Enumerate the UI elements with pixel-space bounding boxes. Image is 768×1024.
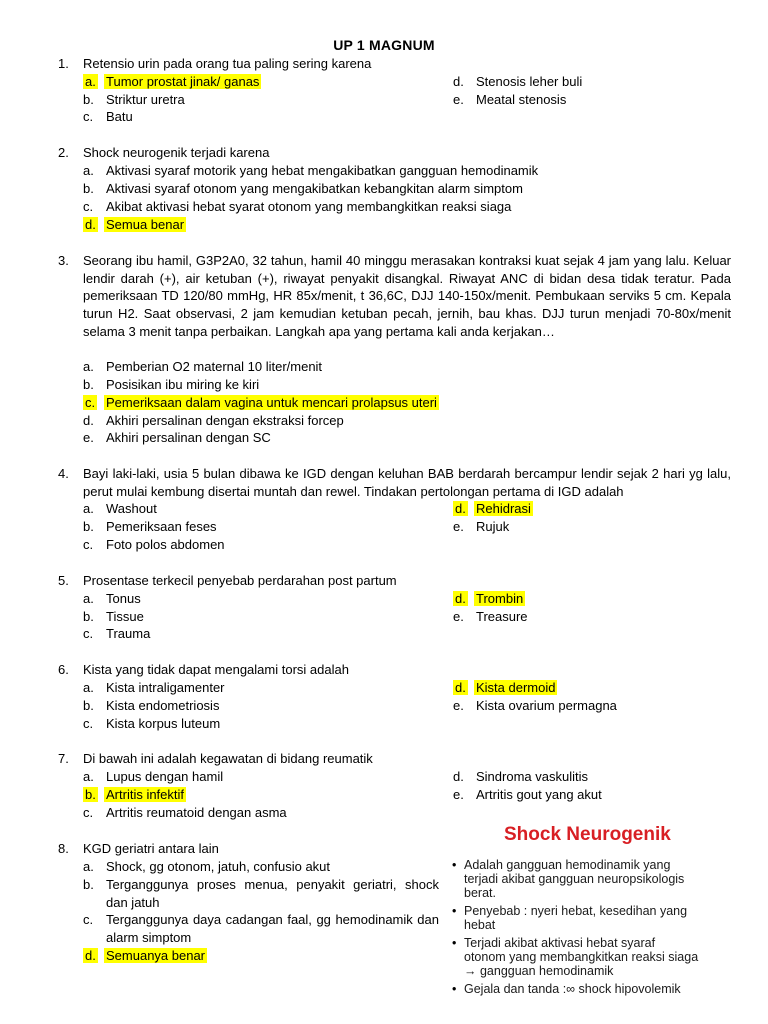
q6-opt-c: Kista korpus luteum (106, 716, 221, 731)
q6-opt-d: Kista dermoid (476, 680, 556, 695)
q2-opt-d-letter: d. (85, 217, 96, 232)
q5-opt-b-letter: b. (83, 609, 94, 624)
q6-opt-e: Kista ovarium permagna (476, 698, 617, 713)
q1-opt-c: Batu (106, 109, 133, 124)
q6-opt-e-letter: e. (453, 698, 464, 713)
q4-opt-b: Pemeriksaan feses (106, 519, 217, 534)
q2-opt-b: Aktivasi syaraf otonom yang mengakibatkan kebangkitan alarm simptom (106, 181, 523, 196)
q3-opt-a-letter: a. (83, 359, 94, 374)
q1-opt-e-letter: e. (453, 92, 464, 107)
q4-opt-e-letter: e. (453, 519, 464, 534)
q6-opt-a: Kista intraligamenter (106, 680, 225, 695)
q6-opt-b: Kista endometriosis (106, 698, 220, 713)
q6-text: Kista yang tidak dapat mengalami torsi adalah (83, 662, 349, 677)
shock-neurogenik-slide (446, 818, 746, 1008)
q2-opt-c: Akibat aktivasi hebat syarat otonom yang membangkitkan reaksi siaga (106, 199, 512, 214)
q3-opt-d-letter: d. (83, 413, 94, 428)
slide-bullet-1: • (452, 858, 457, 872)
q5-opt-a-letter: a. (83, 591, 94, 606)
q3-text: Seorang ibu hamil, G3P2A0, 32 tahun, hamil 40 minggu merasakan kontraksi kuat sejak 4 jam yang lalu. Keluar lendir darah (+), air ketuban (+), riwayat penyakit disangkal. Riwayat ANC di bidan desa tidak teratur. Pada pemeriksaan TD 120/80 mmHg, HR 85x/menit, t 36,6C, DJJ 140-150x/menit. Pembukaan serviks 5 cm. Kepala turun H2. Saat observasi, 2 jam kemudian ketuban pecah, jernih, bau khas. DJJ turun menjadi 70-80x/menit selama 3 menit tanpa perbaikan. Langkah apa yang pertama kali anda kerjakan… (83, 253, 731, 339)
q2-opt-a-letter: a. (83, 163, 94, 178)
q4-opt-a-letter: a. (83, 501, 94, 516)
q4-opt-c-letter: c. (83, 537, 94, 552)
q1-number: 1. (58, 56, 69, 71)
q3-opt-e: Akhiri persalinan dengan SC (106, 430, 271, 445)
q7-opt-b: Artritis infektif (106, 787, 185, 802)
q7-number: 7. (58, 751, 69, 766)
q1-opt-e: Meatal stenosis (476, 92, 567, 107)
q3-opt-b: Posisikan ibu miring ke kiri (106, 377, 260, 392)
q6-opt-b-letter: b. (83, 698, 94, 713)
q5-opt-e: Treasure (476, 609, 528, 624)
q8-opt-d: Semuanya benar (106, 948, 206, 963)
q4-text: Bayi laki-laki, usia 5 bulan dibawa ke IGD dengan keluhan BAB berdarah bercampur lendir sejak 2 hari yg lalu, perut mulai kembung disertai muntah dan rewel. Tindakan pertolongan pertama di IGD adalah (83, 466, 731, 499)
q2-opt-d: Semua benar (106, 217, 185, 232)
slide-line-4: Penyebab : nyeri hebat, kesedihan yang (464, 904, 688, 918)
q7-opt-d: Sindroma vaskulitis (476, 769, 588, 784)
q2-opt-a: Aktivasi syaraf motorik yang hebat mengakibatkan gangguan hemodinamik (106, 163, 539, 178)
q1-opt-d-letter: d. (453, 74, 464, 89)
q5-text: Prosentase terkecil penyebab perdarahan post partum (83, 573, 397, 588)
slide-line-9: Gejala dan tanda :∞ shock hipovolemik (464, 982, 681, 996)
slide-bullet-3: • (452, 936, 457, 950)
q3-opt-c: Pemeriksaan dalam vagina untuk mencari prolapsus uteri (106, 395, 437, 410)
slide-line-8: → gangguan hemodinamik (464, 964, 614, 978)
q8-opt-c-letter: c. (83, 912, 94, 927)
q8-text: KGD geriatri antara lain (83, 841, 219, 856)
q5-opt-c: Trauma (106, 626, 151, 641)
q8-opt-d-letter: d. (85, 948, 96, 963)
q8-number: 8. (58, 841, 69, 856)
q4-opt-d-letter: d. (455, 501, 466, 516)
q6-opt-d-letter: d. (455, 680, 466, 695)
q6-opt-c-letter: c. (83, 716, 94, 731)
q2-opt-b-letter: b. (83, 181, 94, 196)
q7-opt-a: Lupus dengan hamil (106, 769, 224, 784)
q4-opt-e: Rujuk (476, 519, 510, 534)
q4-number: 4. (58, 466, 69, 481)
q2-opt-c-letter: c. (83, 199, 94, 214)
slide-title: Shock Neurogenik (504, 824, 671, 845)
q5-opt-e-letter: e. (453, 609, 464, 624)
q1-opt-d: Stenosis leher buli (476, 74, 583, 89)
q8-opt-a-letter: a. (83, 859, 94, 874)
q5-opt-b: Tissue (106, 609, 144, 624)
q7-opt-d-letter: d. (453, 769, 464, 784)
q1-opt-c-letter: c. (83, 109, 94, 124)
slide-line-6: Terjadi akibat aktivasi hebat syaraf (464, 936, 656, 950)
q3-opt-b-letter: b. (83, 377, 94, 392)
q5-number: 5. (58, 573, 69, 588)
slide-line-3: berat. (464, 886, 496, 900)
page-title: UP 1 MAGNUM (333, 37, 435, 53)
q1-opt-b: Striktur uretra (106, 92, 185, 107)
slide-bullet-4: • (452, 982, 457, 996)
slide-line-1: Adalah gangguan hemodinamik yang (464, 858, 671, 872)
q7-opt-e: Artritis gout yang akut (476, 787, 602, 802)
q7-opt-a-letter: a. (83, 769, 94, 784)
q6-opt-a-letter: a. (83, 680, 94, 695)
q7-opt-c-letter: c. (83, 805, 94, 820)
q1-opt-a-letter: a. (85, 74, 96, 89)
q1-opt-a: Tumor prostat jinak/ ganas (106, 74, 260, 89)
q5-opt-d-letter: d. (455, 591, 466, 606)
q2-number: 2. (58, 145, 69, 160)
q1-opt-b-letter: b. (83, 92, 94, 107)
q8-opt-c: Terganggunya daya cadangan faal, gg hemodinamik dan alarm simptom (106, 912, 439, 945)
q4-opt-c: Foto polos abdomen (106, 537, 225, 552)
q5-opt-c-letter: c. (83, 626, 94, 641)
q3-opt-e-letter: e. (83, 430, 94, 445)
slide-bullet-2: • (452, 904, 457, 918)
slide-line-2: terjadi akibat gangguan neuropsikologis (464, 872, 685, 886)
q1-text: Retensio urin pada orang tua paling sering karena (83, 56, 372, 71)
q7-text: Di bawah ini adalah kegawatan di bidang reumatik (83, 751, 373, 766)
q7-opt-c: Artritis reumatoid dengan asma (106, 805, 287, 820)
q3-number: 3. (58, 253, 69, 268)
q4-opt-a: Washout (106, 501, 157, 516)
q3-opt-a: Pemberian O2 maternal 10 liter/menit (106, 359, 323, 374)
q3-opt-c-letter: c. (85, 395, 96, 410)
q5-opt-d: Trombin (476, 591, 524, 606)
q8-opt-a: Shock, gg otonom, jatuh, confusio akut (106, 859, 331, 874)
q5-opt-a: Tonus (106, 591, 141, 606)
q4-opt-b-letter: b. (83, 519, 94, 534)
q6-number: 6. (58, 662, 69, 677)
q2-text: Shock neurogenik terjadi karena (83, 145, 270, 160)
slide-line-7: otonom yang membangkitkan reaksi siaga (464, 950, 699, 964)
q7-opt-e-letter: e. (453, 787, 464, 802)
slide-line-5: hebat (464, 918, 496, 932)
q7-opt-b-letter: b. (85, 787, 96, 802)
q3-opt-d: Akhiri persalinan dengan ekstraksi forcep (106, 413, 344, 428)
q8-opt-b-letter: b. (83, 877, 94, 892)
q4-opt-d: Rehidrasi (476, 501, 531, 516)
q8-opt-b: Terganggunya proses menua, penyakit geriatri, shock dan jatuh (106, 877, 439, 910)
